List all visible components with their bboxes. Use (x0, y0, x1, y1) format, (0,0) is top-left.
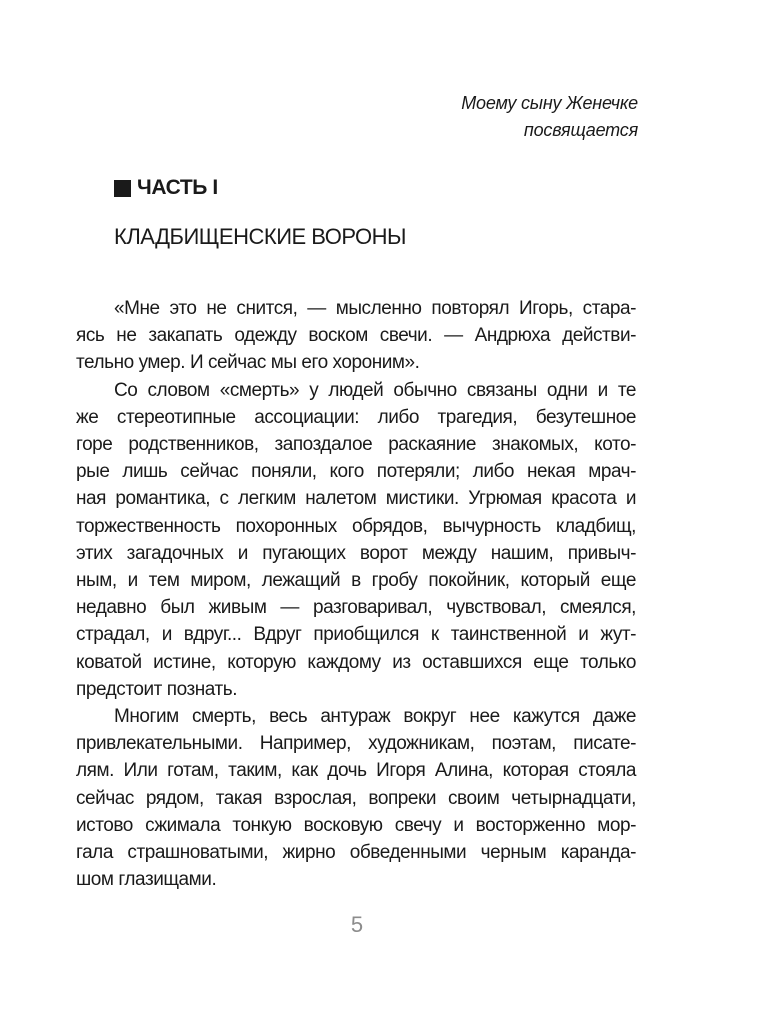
text-line: же стереотипные ассоциации: либо трагедия, безутешное (76, 406, 636, 428)
page-number: 5 (350, 912, 364, 937)
text-line: коватой истине, которую каждому из оставшихся еще только (76, 651, 636, 673)
text-line: «Мне это не снится, — мысленно повторял Игорь, стара- (114, 298, 636, 319)
part-heading-text: ЧАСТЬ I (137, 176, 218, 199)
text-line: сейчас рядом, такая взрослая, вопреки своим четырнадцати, (76, 787, 636, 809)
black-square-icon (114, 180, 131, 197)
text-line: привлекательными. Например, художникам, поэтам, писате- (76, 733, 636, 755)
dedication-line-2: посвящается (523, 120, 638, 140)
paragraph (76, 377, 636, 703)
text-line: этих загадочных и пугающих ворот между нашим, привыч- (76, 542, 636, 564)
dedication (461, 90, 638, 144)
text-line: ясь не закапать одежду воском свечи. — Андрюха действи- (76, 325, 636, 347)
text-line: шом глазищами. (76, 869, 217, 891)
text-line: торжественность похоронных обрядов, вычурность кладбищ, (76, 515, 636, 537)
text-line: предстоит познать. (76, 678, 238, 700)
text-line: ным, и тем миром, лежащий в гробу покойник, который еще (76, 570, 636, 592)
text-line: горе родственников, запоздалое раскаяние знакомых, кото- (76, 434, 636, 456)
text-line: рые лишь сейчас поняли, кого потеряли; либо некая мрач- (76, 461, 636, 483)
paragraph (76, 295, 636, 377)
text-line: ная романтика, с легким налетом мистики. Угрюмая красота и (76, 488, 636, 510)
text-line: лям. Или готам, таким, как дочь Игоря Алина, которая стояла (76, 760, 636, 782)
paragraph (76, 703, 636, 893)
text-line: истово сжимала тонкую восковую свечу и восторженно мор- (76, 814, 636, 836)
text-line: гала страшноватыми, жирно обведенными черным каранда- (76, 842, 636, 864)
chapter-title: КЛАДБИЩЕНСКИЕ ВОРОНЫ (114, 224, 407, 249)
part-heading (114, 176, 218, 200)
text-line: Многим смерть, весь антураж вокруг нее кажутся даже (114, 706, 636, 728)
text-line: Со словом «смерть» у людей обычно связаны одни и те (114, 379, 636, 401)
dedication-line-1: Моему сыну Женечке (461, 93, 638, 113)
text-line: тельно умер. И сейчас мы его хороним». (76, 352, 420, 374)
text-line: недавно был живым — разговаривал, чувствовал, смеялся, (76, 597, 636, 619)
body-text (76, 295, 636, 893)
text-line: страдал, и вдруг... Вдруг приобщился к таинственной и жут- (76, 624, 636, 646)
